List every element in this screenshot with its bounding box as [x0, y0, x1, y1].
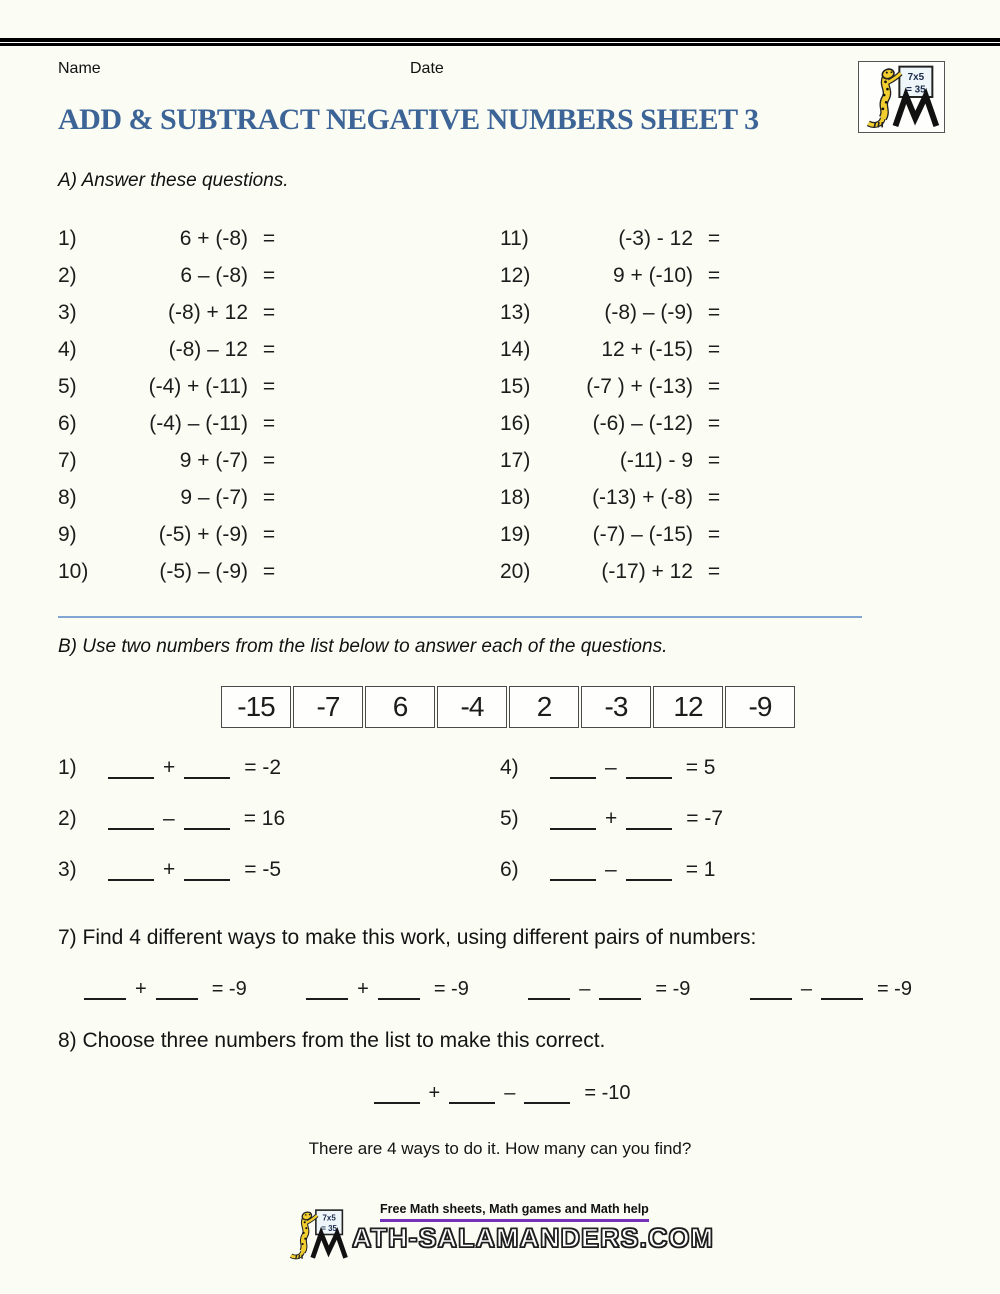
question-expression: (-4) – (-11)	[149, 411, 248, 435]
blank-line	[378, 982, 420, 1000]
result: = -2	[244, 756, 282, 779]
result: = 16	[243, 807, 286, 830]
question-number: 11)	[500, 226, 529, 250]
equals-sign: =	[262, 374, 276, 398]
result: = -10	[584, 1082, 631, 1104]
blank-line	[524, 1086, 570, 1104]
operator: –	[605, 756, 617, 779]
operator: +	[163, 858, 176, 881]
question-row-13	[500, 294, 735, 331]
q7-equation	[80, 977, 247, 1001]
blank-line	[550, 863, 596, 881]
question-number: 4)	[500, 756, 519, 779]
question-expression: 12 + (-15)	[601, 337, 693, 361]
result: = -9	[655, 978, 691, 1000]
q8-equation	[0, 1081, 1000, 1105]
date-label: Date	[410, 60, 444, 77]
question-number: 6)	[500, 858, 519, 881]
question-number: 2)	[58, 807, 77, 830]
q7-equation	[746, 977, 912, 1001]
question-expression: 6 + (-8)	[179, 226, 248, 250]
operator: –	[605, 858, 617, 881]
question-number: 18)	[500, 485, 531, 509]
result: = -5	[244, 858, 282, 881]
question-number: 19)	[500, 522, 531, 546]
question-row-15	[500, 368, 735, 405]
result: = 5	[685, 756, 716, 779]
blank-line	[184, 761, 230, 779]
fill-blank-question-3	[58, 858, 285, 888]
question-row-19	[500, 516, 735, 553]
equals-sign: =	[262, 300, 276, 324]
site-logo	[858, 61, 945, 133]
question-expression: (-11) - 9	[619, 448, 693, 472]
question-row-7	[58, 442, 290, 479]
fill-blank-question-5	[500, 807, 723, 837]
blank-line	[374, 1086, 420, 1104]
question-expression: 9 + (-7)	[179, 448, 248, 472]
q7-equation	[524, 977, 690, 1001]
operator: –	[504, 1082, 516, 1104]
blank-line	[84, 982, 126, 1000]
section-a-right-column	[500, 220, 735, 590]
question-expression: (-8) – (-9)	[604, 300, 693, 324]
question-number: 5)	[500, 807, 519, 830]
question-row-6	[58, 405, 290, 442]
blank-line	[626, 812, 672, 830]
blank-line	[108, 812, 154, 830]
question-number: 9)	[58, 522, 77, 546]
question-row-12	[500, 257, 735, 294]
footer-tagline: Free Math sheets, Math games and Math help	[380, 1202, 649, 1222]
question-number: 16)	[500, 411, 531, 435]
question-number: 20)	[500, 559, 531, 583]
blank-line	[449, 1086, 495, 1104]
question-row-3	[58, 294, 290, 331]
question-row-11	[500, 220, 735, 257]
equals-sign: =	[707, 374, 721, 398]
blank-line	[156, 982, 198, 1000]
name-label: Name	[58, 60, 101, 77]
question-number: 17)	[500, 448, 531, 472]
blank-line	[626, 863, 672, 881]
blank-line	[108, 761, 154, 779]
question-row-14	[500, 331, 735, 368]
number-cell: 12	[653, 686, 723, 728]
equals-sign: =	[707, 226, 721, 250]
question-expression: (-6) – (-12)	[592, 411, 693, 435]
question-expression: 9 + (-10)	[613, 263, 693, 287]
equals-sign: =	[707, 337, 721, 361]
operator: –	[163, 807, 175, 830]
fill-blank-question-4	[500, 756, 723, 786]
question-number: 7)	[58, 448, 77, 472]
equals-sign: =	[262, 411, 276, 435]
footer-site-text: ATH-SALAMANDERS.COM	[352, 1223, 714, 1253]
question-row-17	[500, 442, 735, 479]
blank-line	[184, 812, 230, 830]
blank-line	[599, 982, 641, 1000]
q7-equation	[302, 977, 469, 1001]
question-number: 13)	[500, 300, 531, 324]
question-expression: (-5) + (-9)	[158, 522, 248, 546]
section-b-right-column	[500, 756, 723, 909]
top-rule	[0, 38, 1000, 46]
blank-line	[821, 982, 863, 1000]
equals-sign: =	[707, 485, 721, 509]
number-cell: -4	[437, 686, 507, 728]
equals-sign: =	[262, 337, 276, 361]
q8-heading: 8) Choose three numbers from the list to make this correct.	[58, 1029, 606, 1052]
fill-blank-question-1	[58, 756, 285, 786]
number-cell: 2	[509, 686, 579, 728]
question-number: 2)	[58, 263, 77, 287]
footer-text-block	[352, 1202, 714, 1254]
operator: +	[163, 756, 176, 779]
question-number: 14)	[500, 337, 531, 361]
blank-line	[306, 982, 348, 1000]
question-expression: (-7 ) + (-13)	[586, 374, 693, 398]
question-row-2	[58, 257, 290, 294]
equals-sign: =	[262, 559, 276, 583]
number-cell: -9	[725, 686, 795, 728]
blank-line	[550, 812, 596, 830]
equals-sign: =	[262, 522, 276, 546]
operator: +	[428, 1082, 441, 1104]
equals-sign: =	[707, 411, 721, 435]
question-number: 6)	[58, 411, 77, 435]
equals-sign: =	[707, 263, 721, 287]
blank-line	[528, 982, 570, 1000]
question-row-16	[500, 405, 735, 442]
question-row-9	[58, 516, 290, 553]
question-row-5	[58, 368, 290, 405]
question-row-1	[58, 220, 290, 257]
blank-line	[108, 863, 154, 881]
blank-line	[626, 761, 672, 779]
question-row-20	[500, 553, 735, 590]
blank-line	[550, 761, 596, 779]
equals-sign: =	[262, 226, 276, 250]
question-expression: 9 – (-7)	[180, 485, 248, 509]
equals-sign: =	[262, 448, 276, 472]
operator: –	[800, 978, 812, 1000]
question-expression: (-7) – (-15)	[592, 522, 693, 546]
result: = -9	[876, 978, 912, 1000]
footer-logo	[0, 1202, 1000, 1261]
question-expression: (-3) - 12	[618, 226, 693, 250]
question-number: 1)	[58, 226, 77, 250]
question-expression: (-8) – 12	[168, 337, 248, 361]
fill-blank-question-6	[500, 858, 723, 888]
question-expression: (-5) – (-9)	[159, 559, 248, 583]
equals-sign: =	[707, 559, 721, 583]
question-number: 15)	[500, 374, 531, 398]
equals-sign: =	[707, 522, 721, 546]
operator: +	[605, 807, 618, 830]
equals-sign: =	[707, 300, 721, 324]
question-row-8	[58, 479, 290, 516]
question-number: 3)	[58, 300, 77, 324]
number-cell: -7	[293, 686, 363, 728]
q7-heading: 7) Find 4 different ways to make this work, using different pairs of numbers:	[58, 926, 757, 949]
question-number: 8)	[58, 485, 77, 509]
section-b-heading: B) Use two numbers from the list below to answer each of the questions.	[58, 636, 668, 657]
question-number: 1)	[58, 756, 77, 779]
question-number: 12)	[500, 263, 531, 287]
question-row-10	[58, 553, 290, 590]
salamander-board-icon	[286, 1208, 350, 1261]
q8-note: There are 4 ways to do it. How many can you find?	[308, 1139, 692, 1158]
number-cell: -3	[581, 686, 651, 728]
question-expression: (-8) + 12	[168, 300, 248, 324]
page-title: ADD & SUBTRACT NEGATIVE NUMBERS SHEET 3	[58, 103, 759, 136]
section-divider	[58, 616, 862, 618]
section-b-left-column	[58, 756, 285, 909]
section-a-heading: A) Answer these questions.	[58, 170, 289, 191]
equals-sign: =	[262, 263, 276, 287]
equals-sign: =	[707, 448, 721, 472]
section-a-left-column	[58, 220, 290, 590]
number-cell: -15	[221, 686, 291, 728]
equals-sign: =	[262, 485, 276, 509]
fill-blank-question-2	[58, 807, 285, 837]
number-cell: 6	[365, 686, 435, 728]
q7-equations-row	[80, 977, 912, 1001]
question-row-18	[500, 479, 735, 516]
salamander-board-icon	[862, 64, 942, 130]
blank-line	[184, 863, 230, 881]
operator: –	[579, 978, 591, 1000]
blank-line	[750, 982, 792, 1000]
operator: +	[135, 978, 147, 1000]
question-number: 5)	[58, 374, 77, 398]
result: = -7	[686, 807, 724, 830]
question-expression: (-4) + (-11)	[148, 374, 248, 398]
result: = -9	[211, 978, 247, 1000]
question-expression: 6 – (-8)	[180, 263, 248, 287]
question-expression: (-17) + 12	[601, 559, 693, 583]
result: = -9	[433, 978, 469, 1000]
operator: +	[357, 978, 369, 1000]
question-number: 10)	[58, 559, 89, 583]
question-expression: (-13) + (-8)	[592, 485, 693, 509]
question-number: 3)	[58, 858, 77, 881]
question-number: 4)	[58, 337, 77, 361]
number-bank-table	[221, 686, 795, 728]
result: = 1	[685, 858, 716, 881]
question-row-4	[58, 331, 290, 368]
